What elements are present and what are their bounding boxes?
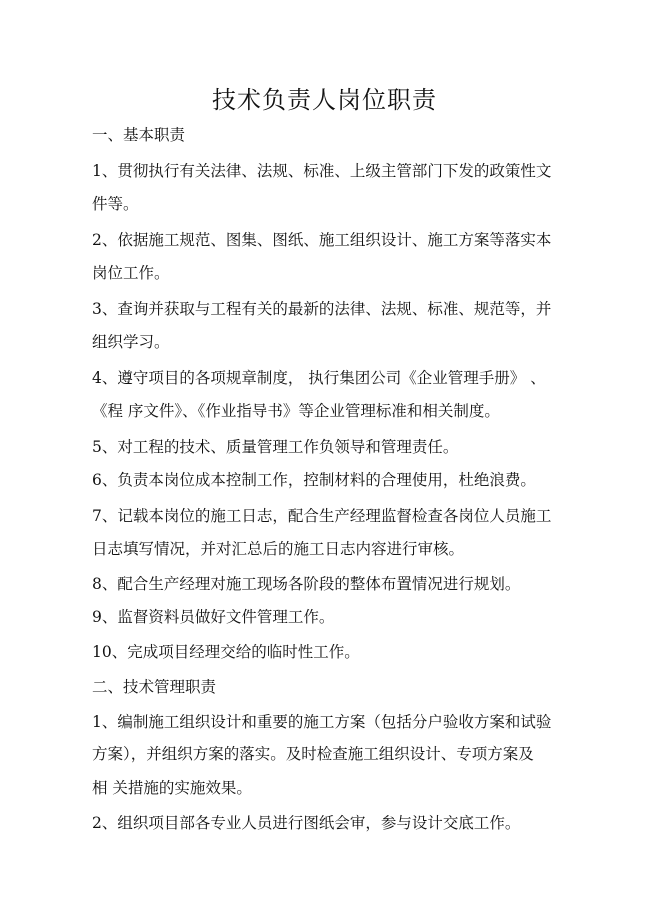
paragraph-line: 9、监督资料员做好文件管理工作。 — [92, 608, 335, 626]
paragraph-line: 2、组织项目部各专业人员进行图纸会审，参与设计交底工作。 — [92, 814, 521, 832]
paragraph-line: 《程 序文件》、《作业指导书》等企业管理标准和相关制度。 — [92, 402, 500, 420]
paragraph-line: 10、完成项目经理交给的临时性工作。 — [92, 643, 360, 661]
document-title: 技术负责人岗位职责 — [212, 86, 437, 114]
paragraph-line: 件等。 — [92, 195, 139, 213]
paragraph-line: 1、编制施工组织设计和重要的施工方案（包括分户验收方案和试验 — [92, 713, 552, 731]
paragraph-line: 6、负责本岗位成本控制工作，控制材料的合理使用，杜绝浪费。 — [92, 471, 536, 489]
paragraph-line: 8、配合生产经理对施工现场各阶段的整体布置情况进行规划。 — [92, 575, 521, 593]
paragraph-line: 4、遵守项目的各项规章制度， 执行集团公司《企业管理手册》 、 — [92, 369, 546, 387]
section-heading-technical: 二、技术管理职责 — [92, 678, 217, 696]
paragraph-line: 组织学习。 — [92, 333, 170, 351]
paragraph-line: 2、依据施工规范、图集、图纸、施工组织设计、施工方案等落实本 — [92, 231, 552, 249]
paragraph-line: 7、记载本岗位的施工日志，配合生产经理监督检查各岗位人员施工 — [92, 507, 552, 525]
paragraph-line: 1、贯彻执行有关法律、法规、标准、上级主管部门下发的政策性文 — [92, 162, 552, 180]
paragraph-line: 5、对工程的技术、质量管理工作负领导和管理责任。 — [92, 438, 459, 456]
paragraph-line: 岗位工作。 — [92, 264, 170, 282]
section-heading-basic: 一、基本职责 — [92, 126, 186, 144]
paragraph-line: 3、查询并获取与工程有关的最新的法律、法规、标准、规范等，并 — [92, 300, 552, 318]
paragraph-line: 相 关措施的实施效果。 — [92, 779, 252, 797]
paragraph-line: 日志填写情况，并对汇总后的施工日志内容进行审核。 — [92, 540, 465, 558]
paragraph-line: 方案），并组织方案的落实。及时检查施工组织设计、专项方案及 — [92, 745, 534, 763]
